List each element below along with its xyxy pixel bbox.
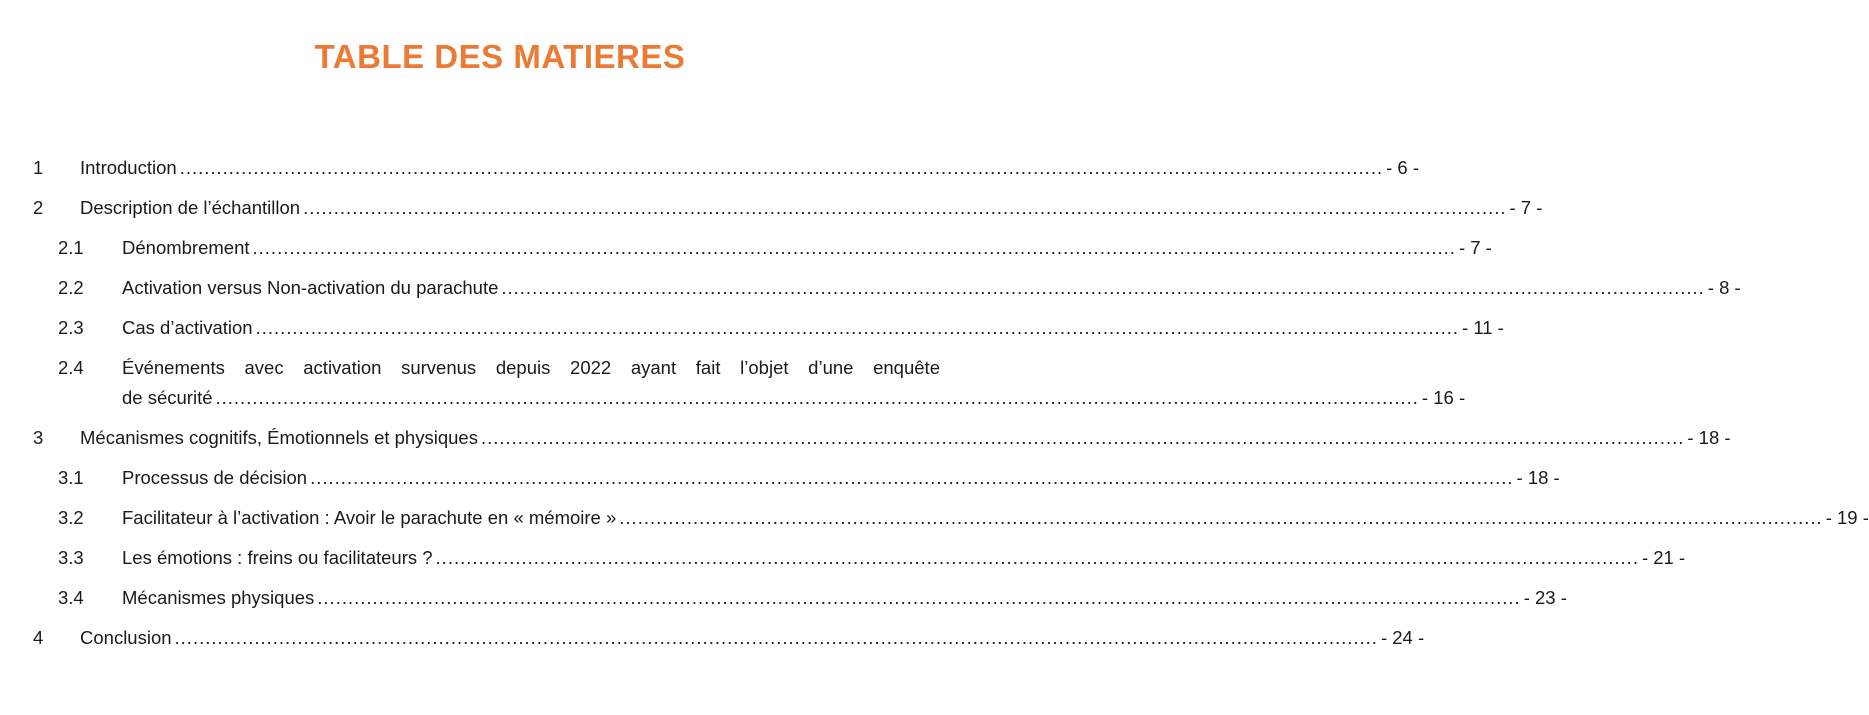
dot-leader: .................................................................................................................................................................................................... [215,387,1419,408]
toc-entry-title: Mécanismes cognitifs, Émotionnels et physiques [80,427,478,448]
toc-word: 2022 [570,357,612,378]
toc-word: avec [244,357,284,378]
toc-word: activation [303,357,382,378]
toc-entry-title: Mécanismes physiques [122,587,315,608]
toc-entry-3-2[interactable] [0,498,1869,538]
toc-entry-3-4[interactable] [0,578,1567,618]
toc-entry-page: - 21 - [1641,547,1686,568]
toc-entry-2-3[interactable] [0,308,1504,348]
toc-entry-number: 3.1 [58,467,84,488]
toc-word: fait [695,357,721,378]
toc-entry-number: 3.3 [58,547,84,568]
dot-leader: .................................................................................................................................................................................................... [619,507,1823,528]
toc-entry-title: Description de l’échantillon [80,197,301,218]
toc-entry-title: Cas d’activation [122,317,253,338]
toc-entry-2-2[interactable] [0,268,1741,308]
toc-entry-4[interactable] [0,618,1425,658]
toc-entry-2[interactable] [0,188,1543,228]
toc-entry-1[interactable] [0,148,1419,188]
toc-entry-3-1[interactable] [0,458,1560,498]
toc-entry-number: 2.3 [58,317,84,338]
dot-leader: .................................................................................................................................................................................................... [435,547,1639,568]
toc-entry-number: 4 [33,627,44,648]
toc-entry-page: - 7 - [1509,197,1543,218]
toc-entry-title-continued: de sécurité [122,387,213,408]
toc-entry-page: - 18 - [1687,427,1731,448]
table-of-contents [0,148,1869,658]
dot-leader: .................................................................................................................................................................................................... [252,237,1456,258]
dot-leader: .................................................................................................................................................................................................... [179,157,1384,178]
toc-entry-2-4[interactable] [0,348,1466,418]
toc-entry-title: Processus de décision [122,467,308,488]
toc-entry-title: Les émotions : freins ou facilitateurs ? [122,547,433,568]
toc-entry-2-1[interactable] [0,228,1492,268]
toc-word: ayant [630,357,677,378]
toc-entry-title: Dénombrement [122,237,250,258]
toc-entry-page: - 6 - [1386,157,1419,178]
toc-word: d’une [808,357,854,378]
dot-leader: .................................................................................................................................................................................................... [255,317,1460,338]
toc-entry-number: 1 [33,157,44,178]
toc-entry-number: 2 [33,197,44,218]
toc-word: enquête [873,357,940,378]
dot-leader: .................................................................................................................................................................................................... [174,627,1378,648]
toc-entry-number: 3.2 [58,507,84,528]
toc-entry-page: - 23 - [1523,587,1567,608]
toc-entry-title: Conclusion [80,627,172,648]
dot-leader: .................................................................................................................................................................................................... [310,467,1514,488]
toc-entry-page: - 11 - [1462,317,1504,338]
dot-leader: .................................................................................................................................................................................................... [501,277,1705,298]
toc-entry-page: - 8 - [1707,277,1741,298]
toc-entry-3-3[interactable] [0,538,1686,578]
toc-entry-page: - 18 - [1516,467,1560,488]
toc-entry-title: Activation versus Non-activation du parachute [122,277,499,298]
toc-entry-number: 2.2 [58,277,84,298]
dot-leader: .................................................................................................................................................................................................... [303,197,1507,218]
toc-entry-number: 2.4 [58,357,84,378]
toc-entry-page: - 16 - [1421,387,1466,408]
toc-word: depuis [495,357,551,378]
toc-entry-3[interactable] [0,418,1731,458]
toc-entry-page: - 24 - [1380,627,1425,648]
dot-leader: .................................................................................................................................................................................................... [317,587,1521,608]
toc-entry-title: Introduction [80,157,177,178]
toc-entry-page: - 7 - [1458,237,1492,258]
toc-entry-number: 3.4 [58,587,84,608]
toc-word: l’objet [740,357,789,378]
toc-entry-number: 2.1 [58,237,84,258]
toc-word: survenus [401,357,477,378]
dot-leader: .................................................................................................................................................................................................... [480,427,1685,448]
toc-entry-page: - 19 - [1825,507,1869,528]
toc-entry-title: Facilitateur à l’activation : Avoir le parachute en « mémoire » [122,507,617,528]
toc-word: Événements [122,357,225,378]
toc-entry-number: 3 [33,427,44,448]
page-title: TABLE DES MATIERES [314,38,686,75]
